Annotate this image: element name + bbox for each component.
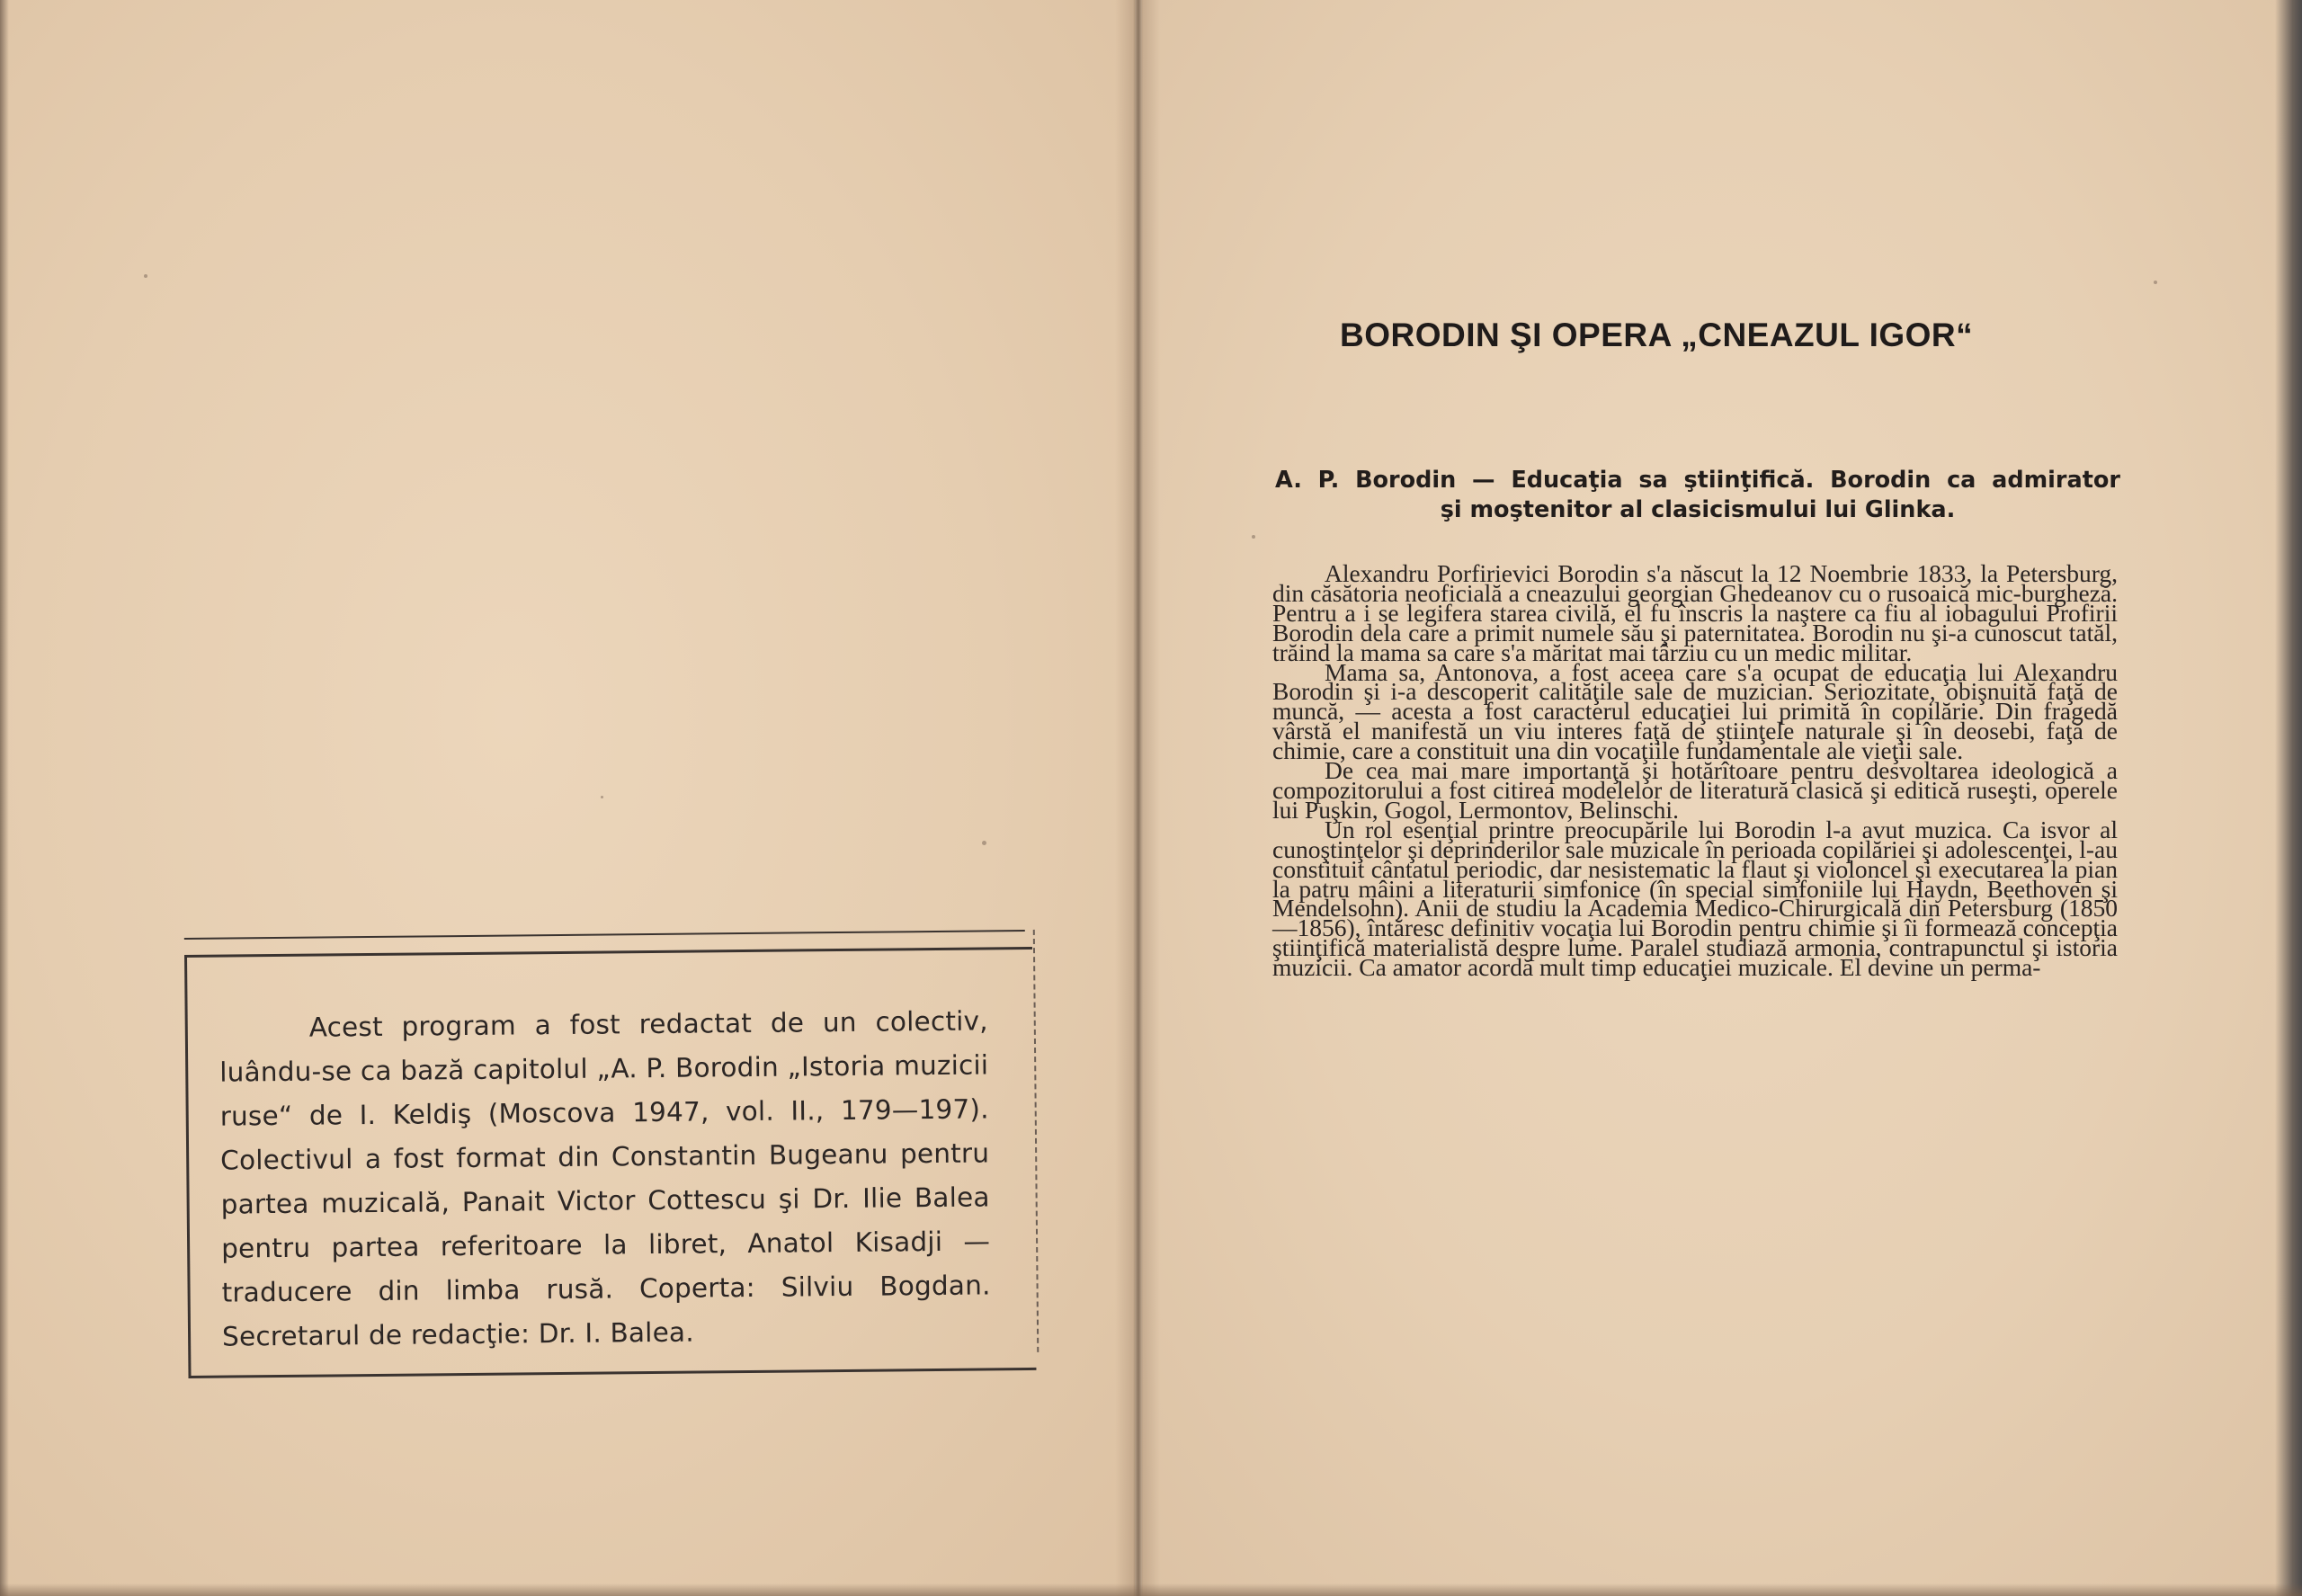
paper-speck [601, 796, 603, 798]
section-heading-line-1: A. P. Borodin — Educaţia sa ştiinţifică. Borodin ca admirator [1275, 467, 2120, 494]
paragraph: Un rol esenţial printre preocupările lui Borodin l-a avut muzica. Ca isvor al cunoştinţelor şi deprinderilor sale muzicale în perioada copilăriei şi adolescenţei, l-au constituit cântatul periodic, dar nesistematic la flaut şi violoncel şi executarea la pian la patru mâini a literaturii simfonice (în special simfoniile lui Haydn, Beethoven şi Mendelsohn). Anii de studiu la Academia Medico-Chirurgicală din Petersburg (1850—1856), întăresc definitiv vocaţia lui Borodin pentru chimie şi îi formează concepţia ştiinţifică materialistă despre lume. Paralel studiază armonia, contrapunctul şi istoria muzicii. Ca amator acordă mult timp educaţiei muzicale. El devine un perma- [1272, 815, 2118, 982]
section-heading-line-2: şi moştenitor al clasicismului lui Glinka. [1440, 496, 1956, 523]
paragraph: Mama sa, Antonova, a fost aceea care s'a ocupat de educaţia lui Alexandru Borodin şi i-a descoperit calităţile sale de muzician. Seriozitate, obişnuită faţă de muncă, — acesta a fost caracterul educaţiei lui primită în copilărie. Din fragedă vârstă el manifestă un viu interes faţă de ştiinţele naturale şi în deosebi, faţă de chimie, care a constituit una din vocaţiile fundamentale ale vieţii sale. [1272, 657, 2118, 765]
page-edge-bottom [0, 1583, 2302, 1596]
page-edge-right [2275, 0, 2302, 1596]
paper-speck [144, 274, 147, 278]
section-heading [1275, 466, 2120, 525]
credits-box [184, 947, 1036, 1378]
paragraph: De cea mai mare importanţă şi hotărîtoare pentru desvoltarea ideologică a compozitorului a fost citirea modelelor de literatură clasică şi editică ruseşti, operele lui Puşkin, Gogol, Lermontov, Belinschi. [1272, 756, 2118, 824]
paper-speck [982, 841, 986, 845]
paper-speck [2154, 281, 2157, 284]
credits-text: Acest program a fost redactat de un colectiv, luându-se ca bază capitolul „A. P. Borodin „Istoria muzicii ruse“ de I. Keldiş (Moscova 1947, vol. II., 179—197). Colectivul a fost format din Constantin Bugeanu pentru partea muzicală, Panait Victor Cottescu şi Dr. Ilie Balea pentru partea referitoare la libret, Anatol Kisadji — traducere din limba rusă. Coperta: Silviu Bogdan. Secretarul de redacţie: Dr. I. Balea. [219, 1005, 991, 1352]
page-title: BORODIN ŞI OPERA „CNEAZUL IGOR“ [1340, 317, 1974, 353]
paper-speck [1252, 535, 1255, 539]
left-page [0, 0, 1135, 1596]
page-edge-left [0, 0, 9, 1596]
book-gutter [1115, 0, 1160, 1596]
body-text [1272, 559, 2118, 982]
paragraph: Alexandru Porfirievici Borodin s'a născut la 12 Noembrie 1833, la Petersburg, din căsătoria neoficială a cneazului georgian Ghedeanov cu o rusoaică mic-burgheză. Pentru a i se legifera starea civilă, el fu înscris la naştere ca fiu al iobagului Profirii Borodin dela care a primit numele său şi paternitatea. Borodin nu şi-a cunoscut tatăl, trăind la mama sa care s'a măritat mai târziu cu un medic militar. [1272, 559, 2118, 666]
